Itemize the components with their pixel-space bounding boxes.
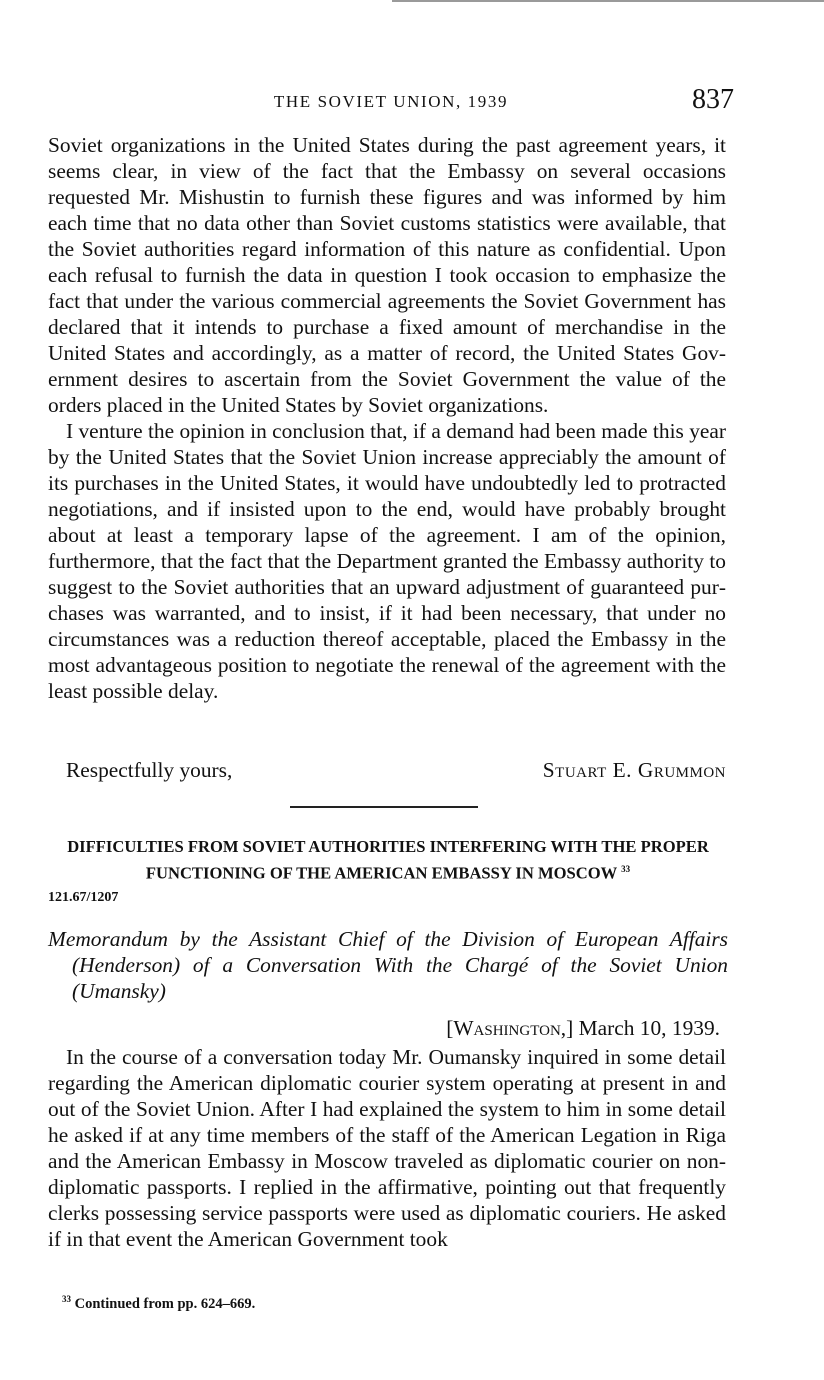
running-head: THE SOVIET UNION, 1939 xyxy=(273,92,509,111)
footnote-marker: 33 xyxy=(62,1294,71,1304)
page-number: 837 xyxy=(692,84,734,115)
memo-title: Memorandum by the Assistant Chief of the Division of European Affairs (Henderson) of a Conversation With the Chargé of the Soviet Union (Umansky) xyxy=(48,927,728,1003)
section-title-text: DIFFICULTIES FROM SOVIET AUTHORITIES INTERFERING WITH THE PROPER FUNCTIONING OF THE AMERICAN EMBASSY IN MOSCOW xyxy=(67,837,709,883)
section-title xyxy=(48,836,728,885)
footnote xyxy=(62,1294,255,1313)
letter-signoff xyxy=(66,758,726,786)
section-footnote-marker: 33 xyxy=(621,864,631,874)
footnote-text: Continued from pp. 624–669. xyxy=(74,1295,256,1312)
file-number: 121.67/1207 xyxy=(48,890,119,905)
section-divider xyxy=(290,806,478,808)
page-header xyxy=(48,84,734,124)
dateline xyxy=(446,1016,720,1041)
memo-body xyxy=(48,1044,726,1252)
dateline-date: March 10, 1939. xyxy=(578,1016,720,1040)
letter-body xyxy=(48,132,726,704)
closing: Respectfully yours, xyxy=(66,758,233,782)
memo-paragraph-1: In the course of a conversation today Mr. Oumansky inquired in some detail regarding the American diplomatic courier system operating at present in and out of the Soviet Union. After I had explained the system to him in some detail he asked if at any time members of the staff of the American Legation in Riga and the American Embassy in Moscow traveled as diplomatic courier on nondiplomatic passports. I replied in the affirmative, pointing out that frequently clerks possessing service passports were used as diplomatic couriers. He asked if in that event the American Government took xyxy=(48,1045,726,1251)
letter-paragraph-1: Soviet organizations in the United States during the past agreement years, it seems clear, in view of the fact that the Embassy on several occasions requested Mr. Mishustin to furnish these figures and was informed by him each time that no data other than Soviet customs statistics were available, that the Soviet authorities regard information of this nature as confidential. Upon each refusal to furnish the data in question I took occasion to emphasize the fact that under the various commercial agreements the Soviet Government has declared that it intends to purchase a fixed amount of merchandise in the United States and accordingly, as a matter of record, the United States Government desires to ascertain from the Soviet Government the value of the orders placed in the United States by Soviet organizations. xyxy=(48,133,726,417)
letter-paragraph-2: I venture the opinion in conclusion that, if a demand had been made this year by the United States that the Soviet Union increase appreciably the amount of its purchases in the United States, it would have undoubtedly led to protracted negotiations, and if insisted upon to the end, would have probably brought about at least a temporary lapse of the agreement. I am of the opinion, furthermore, that the fact that the Department granted the Embassy authority to suggest to the Soviet authorities that an upward adjustment of guaranteed purchases was warranted, and to insist, if it had been necessary, that under no circumstances was a reduction thereof acceptable, placed the Embassy in the most advantageous position to negotiate the renewal of the agreement with the least possible delay. xyxy=(48,419,726,703)
signature-name: Stuart E. Grummon xyxy=(542,758,726,782)
top-edge-rule xyxy=(392,0,824,2)
dateline-place: [Washington,] xyxy=(446,1016,574,1040)
